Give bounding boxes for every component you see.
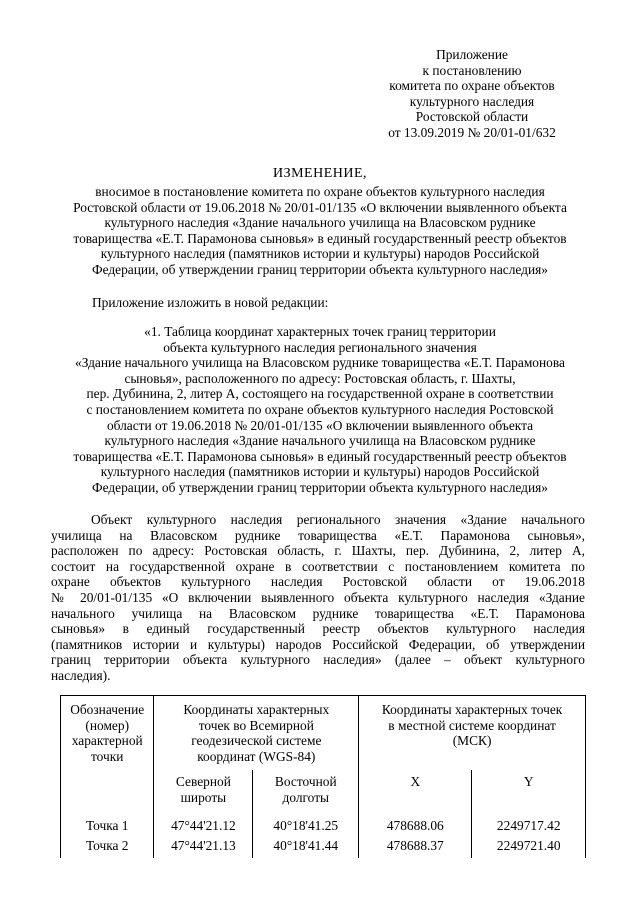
caption-line: сыновья», расположенного по адресу: Ростовская область, г. Шахты, [124, 370, 516, 386]
body-paragraph [51, 512, 585, 684]
intro-line: вносимое в постановление комитета по охране объектов культурного наследия [95, 184, 545, 199]
annex-line: культурного наследия [409, 93, 535, 109]
header-text: Координаты характерных точек [381, 702, 563, 717]
caption-line: «1. Таблица координат характерных точек границ территории [144, 324, 496, 339]
subheader-x-cell: X [359, 770, 472, 818]
body-line: Объект культурного наследия регионального значения «Здание начального [91, 512, 585, 527]
north-cell: 47°44'21.12 [154, 818, 253, 838]
document-title: ИЗМЕНЕНИЕ, [272, 166, 368, 181]
caption-line: товарищества «Е.Т. Парамонова сыновья» в единый государственный реестр объектов [73, 448, 567, 464]
header-text: Координаты характерных [183, 702, 330, 717]
north-cell: 47°44'21.13 [154, 838, 253, 858]
header-text: (МСК) [452, 733, 492, 749]
header-wgs-cell [154, 696, 359, 771]
annex-line: от 13.09.2019 № 20/01-01/632 [388, 124, 556, 140]
east-cell: 40°18'41.25 [253, 818, 359, 838]
subheader-text: долготы [282, 789, 330, 805]
instruction-text: Приложение изложить в новой редакции: [92, 295, 329, 310]
header-text: координат (WGS-84) [197, 748, 316, 764]
body-line: границ территории объекта культурного наследия» (далее – объект культурного [51, 652, 585, 668]
table-subheader-row [61, 770, 586, 818]
table-caption [50, 324, 590, 496]
body-line: начального училища на Власовском руднике товарищества «Е.Т. Парамонова [51, 605, 585, 621]
point-cell: Точка 1 [61, 818, 154, 838]
body-line: сыновья» в единый государственный реестр объектов культурного наследия [51, 621, 585, 637]
x-cell: 478688.06 [359, 818, 472, 838]
header-point-cell [61, 696, 154, 771]
east-cell: 40°18'41.44 [253, 838, 359, 858]
caption-line: области от 19.06.2018 № 20/01-01/135 «О включении выявленного объекта [106, 417, 534, 433]
caption-line: объекта культурного наследия регионального значения [163, 339, 477, 355]
header-text: Обозначение [70, 702, 145, 717]
annex-line: комитета по охране объектов [389, 78, 555, 94]
header-text: точки [90, 748, 124, 764]
body-line: состоит на государственной охране в соответствии с постановлением комитета по [51, 558, 585, 574]
table-row [61, 838, 586, 858]
caption-line: культурного наследия (памятников истории и культуры) народов Российской [100, 464, 540, 480]
table-row [61, 818, 586, 838]
intro-line: Федерации, об утверждении границ территории объекта культурного наследия» [92, 261, 548, 277]
body-line: охране объектов культурного наследия Ростовской области от 19.06.2018 [51, 574, 585, 590]
subheader-text: широты [180, 789, 227, 805]
caption-line: пер. Дубинина, 2, литер А, состоящего на государственной охране в соответствии [86, 386, 554, 402]
header-msk-cell [359, 696, 586, 771]
intro-line: товарищества «Е.Т. Парамонова сыновья» в единый государственный реестр объектов [73, 230, 567, 246]
subheader-north-cell [154, 770, 253, 818]
annex-line: Ростовской области [415, 109, 529, 125]
subheader-y-cell: Y [472, 770, 586, 818]
header-text: в местной системе координат [388, 717, 556, 733]
caption-line: культурного наследия «Здание начального училища на Власовском руднике [104, 433, 536, 449]
annex-header [372, 47, 572, 141]
y-cell: 2249721.40 [472, 838, 586, 858]
y-cell: 2249717.42 [472, 818, 586, 838]
annex-line: к постановлению [422, 62, 522, 78]
body-line: расположен по адресу: Ростовская область, г. Шахты, пер. Дубинина, 2, литер А, [51, 543, 585, 559]
subheader-east-cell [253, 770, 359, 818]
body-line: № 20/01-01/135 «О включении выявленного объекта культурного наследия «Здание [51, 589, 585, 605]
table-header-row [61, 696, 586, 771]
coordinates-table [60, 695, 586, 858]
header-text: точек во Всемирной [198, 717, 314, 733]
subheader-text: Северной [175, 774, 231, 789]
body-line: наследия). [51, 667, 111, 683]
x-cell: 478688.37 [359, 838, 472, 858]
body-line: училища на Власовском руднике товарищества «Е.Т. Парамонова сыновья», [51, 527, 585, 543]
header-text: (номер) [85, 717, 130, 733]
intro-line: Ростовской области от 19.06.2018 № 20/01-01/135 «О включении выявленного объекта [73, 199, 567, 215]
intro-line: культурного наследия «Здание начального училища на Власовском руднике [104, 215, 536, 231]
point-cell: Точка 2 [61, 838, 154, 858]
document-intro [50, 184, 590, 278]
body-line: (памятников истории и культуры) народов Российской Федерации, об утверждении [51, 636, 585, 652]
caption-line: «Здание начального училища на Власовском руднике товарищества «Е.Т. Парамонова [75, 355, 565, 371]
caption-line: с постановлением комитета по охране объектов культурного наследия Ростовской [86, 401, 554, 417]
subheader-empty-cell [61, 770, 154, 818]
annex-line: Приложение [436, 47, 508, 62]
caption-line: Федерации, об утверждении границ территории объекта культурного наследия» [92, 479, 548, 495]
header-text: характерной [71, 733, 143, 749]
subheader-text: Восточной [274, 774, 337, 789]
intro-line: культурного наследия (памятников истории и культуры) народов Российской [100, 246, 540, 262]
header-text: геодезической системе [191, 733, 322, 749]
